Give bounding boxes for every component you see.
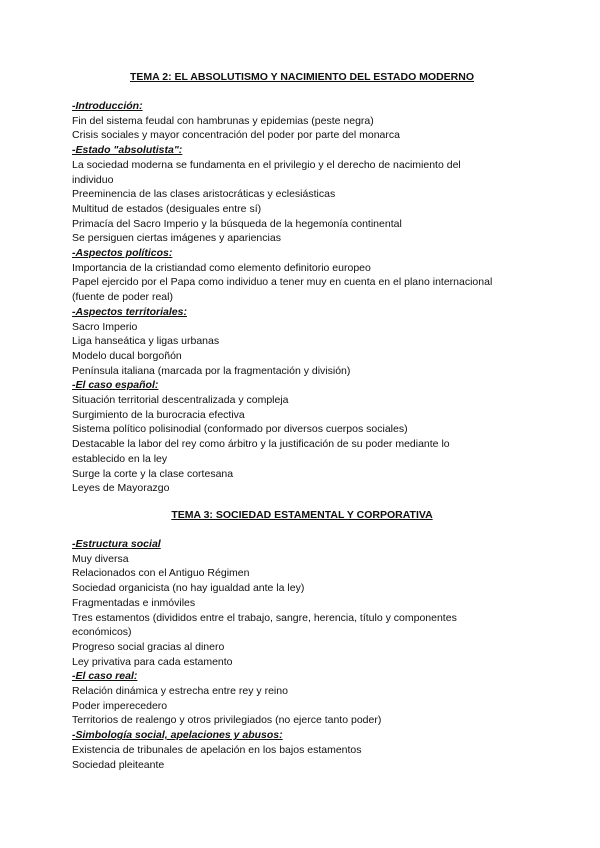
text-line: Fragmentadas e inmóviles — [72, 596, 196, 609]
text-line: Territorios de realengo y otros privilegiados (no ejerce tanto poder) — [72, 714, 382, 727]
text-line: (fuente de poder real) — [72, 291, 173, 304]
tema3-section-estructura-social — [72, 537, 532, 669]
section-heading: -Aspectos políticos: — [72, 247, 173, 260]
text-line: Destacable la labor del rey como árbitro y la justificación de su poder mediante lo — [72, 438, 450, 451]
tema3-section-caso-real — [72, 669, 532, 728]
text-line: Leyes de Mayorazgo — [72, 482, 170, 495]
section-heading: -Estado "absolutista": — [72, 144, 183, 157]
text-line: establecido en la ley — [72, 452, 168, 465]
text-line: Tres estamentos (divididos entre el trabajo, sangre, herencia, título y componentes — [72, 611, 457, 624]
text-line: Progreso social gracias al dinero — [72, 640, 225, 653]
tema2-section-caso-espanol — [72, 378, 532, 496]
text-line: Existencia de tribunales de apelación en los bajos estamentos — [72, 743, 362, 756]
text-line: Muy diversa — [72, 552, 129, 565]
text-line: Importancia de la cristiandad como elemento definitorio europeo — [72, 261, 371, 274]
text-line: individuo — [72, 173, 114, 186]
tema2-section-introduccion — [72, 99, 532, 143]
text-line: Crisis sociales y mayor concentración del poder por parte del monarca — [72, 129, 400, 142]
section-heading: -El caso real: — [72, 670, 138, 683]
text-line: Ley privativa para cada estamento — [72, 655, 233, 668]
tema3-section-simbologia-social — [72, 728, 532, 772]
text-line: Multitud de estados (desiguales entre sí) — [72, 202, 262, 215]
tema2-section-aspectos-politicos — [72, 246, 532, 305]
document-page — [72, 70, 532, 772]
text-line: Relacionados con el Antiguo Régimen — [72, 567, 250, 580]
section-heading: -Estructura social — [72, 537, 161, 550]
section-heading: -Simbología social, apelaciones y abusos: — [72, 729, 283, 742]
section-heading: -Aspectos territoriales: — [72, 305, 187, 318]
text-line: Surgimiento de la burocracia efectiva — [72, 408, 245, 421]
tema2-title: TEMA 2: EL ABSOLUTISMO Y NACIMIENTO DEL ESTADO MODERNO — [130, 71, 474, 83]
tema2-section-aspectos-territoriales — [72, 305, 532, 379]
text-line: Fin del sistema feudal con hambrunas y epidemias (peste negra) — [72, 114, 374, 127]
text-line: Sacro Imperio — [72, 320, 138, 333]
text-line: Se persiguen ciertas imágenes y apariencias — [72, 232, 281, 245]
text-line: Surge la corte y la clase cortesana — [72, 467, 234, 480]
section-heading: -El caso español: — [72, 379, 159, 392]
tema2-section-estado-absolutista — [72, 143, 532, 246]
tema3-title: TEMA 3: SOCIEDAD ESTAMENTAL Y CORPORATIVA — [171, 508, 433, 521]
text-line: Papel ejercido por el Papa como individuo a tener muy en cuenta en el plano internacional — [72, 276, 493, 289]
text-line: Liga hanseática y ligas urbanas — [72, 335, 220, 348]
text-line: Situación territorial descentralizada y compleja — [72, 394, 289, 407]
text-line: Relación dinámica y estrecha entre rey y reino — [72, 685, 288, 698]
text-line: Sociedad organicista (no hay igualdad ante la ley) — [72, 582, 305, 595]
text-line: Preeminencia de las clases aristocráticas y eclesiásticas — [72, 188, 336, 201]
section-heading: -Introducción: — [72, 100, 143, 112]
text-line: Modelo ducal borgoñón — [72, 349, 182, 362]
text-line: La sociedad moderna se fundamenta en el privilegio y el derecho de nacimiento del — [72, 158, 461, 171]
text-line: Poder imperecedero — [72, 699, 168, 712]
text-line: Sistema político polisinodial (conformado por diversos cuerpos sociales) — [72, 423, 408, 436]
text-line: económicos) — [72, 626, 132, 639]
text-line: Primacía del Sacro Imperio y la búsqueda de la hegemonía continental — [72, 217, 402, 230]
text-line: Península italiana (marcada por la fragmentación y división) — [72, 364, 351, 377]
text-line: Sociedad pleiteante — [72, 758, 165, 771]
